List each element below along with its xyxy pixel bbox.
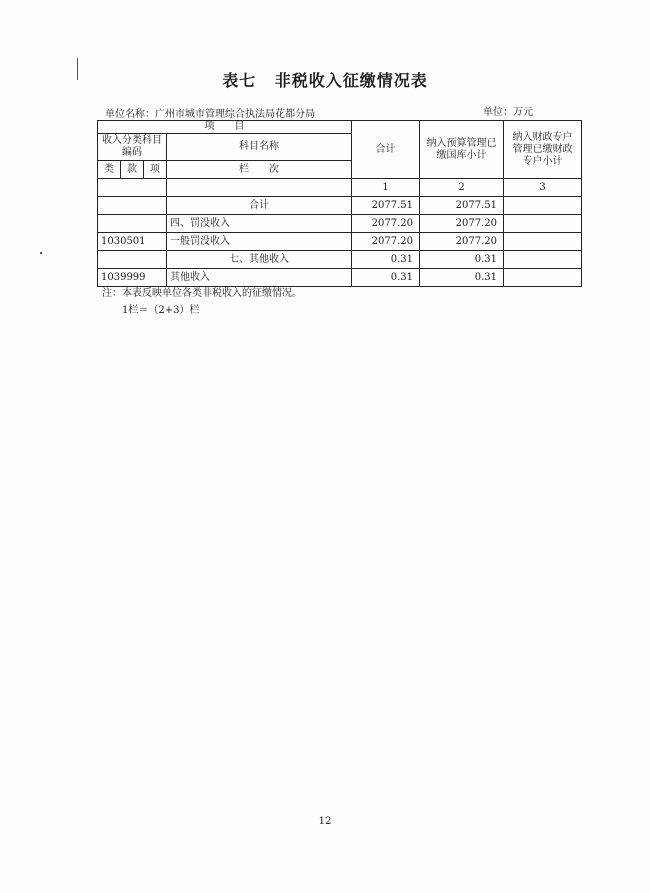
header-special: 纳入财政专户管理已缴财政专户小计 [504, 121, 582, 179]
row-total: 2077.20 [352, 233, 420, 251]
row-special [504, 197, 582, 215]
footnote-formula: 1栏＝（2+3）栏 [122, 305, 200, 316]
table-row [98, 251, 582, 269]
row-total: 0.31 [352, 251, 420, 269]
row-name: 合计 [167, 197, 352, 215]
header-xiang: 项 [144, 161, 167, 179]
header-kuan: 款 [121, 161, 144, 179]
row-total: 2077.20 [352, 215, 420, 233]
row-special [504, 215, 582, 233]
row-name: 一般罚没收入 [167, 233, 352, 251]
row-budget: 0.31 [420, 269, 504, 287]
header-total: 合计 [352, 121, 420, 179]
row-total: 2077.51 [352, 197, 420, 215]
footnote: 注：本表反映单位各类非税收入的征缴情况。 [102, 288, 302, 299]
lanci-name-blank [167, 179, 352, 197]
scan-dot [40, 252, 42, 254]
page-title [0, 68, 650, 91]
row-budget: 2077.20 [420, 233, 504, 251]
row-name: 其他收入 [167, 269, 352, 287]
table-row [98, 215, 582, 233]
row-code [98, 197, 167, 215]
row-special [504, 233, 582, 251]
col-number-2: 2 [420, 179, 504, 197]
unit-label: 单位：万元 [483, 107, 533, 118]
header-code: 收入分类科目编码 [98, 134, 167, 161]
header-subject-name: 科目名称 [167, 134, 352, 161]
table-title: 非税收入征缴情况表 [274, 71, 428, 90]
row-name: 四、罚没收入 [167, 215, 352, 233]
row-code [98, 215, 167, 233]
header-budget: 纳入预算管理已缴国库小计 [420, 121, 504, 179]
lanci-code-blank [98, 179, 167, 197]
revenue-table [97, 120, 582, 287]
row-special [504, 269, 582, 287]
scan-mark [77, 58, 78, 80]
row-name: 七、其他收入 [167, 251, 352, 269]
page-number: 12 [318, 816, 332, 827]
row-total: 0.31 [352, 269, 420, 287]
row-special [504, 251, 582, 269]
col-number-3: 3 [504, 179, 582, 197]
row-budget: 0.31 [420, 251, 504, 269]
header-xiangmu: 项 目 [98, 121, 352, 134]
row-code [98, 251, 167, 269]
table-row [98, 197, 582, 215]
row-budget: 2077.20 [420, 215, 504, 233]
table-number: 表七 [222, 71, 257, 90]
header-lanci: 栏 次 [167, 161, 352, 179]
table-row [98, 233, 582, 251]
header-lei: 类 [98, 161, 121, 179]
col-number-1: 1 [352, 179, 420, 197]
unit-name: 单位名称：广州市城市管理综合执法局花都分局 [105, 109, 315, 120]
row-budget: 2077.51 [420, 197, 504, 215]
row-code: 1039999 [98, 269, 167, 287]
row-code: 1030501 [98, 233, 167, 251]
